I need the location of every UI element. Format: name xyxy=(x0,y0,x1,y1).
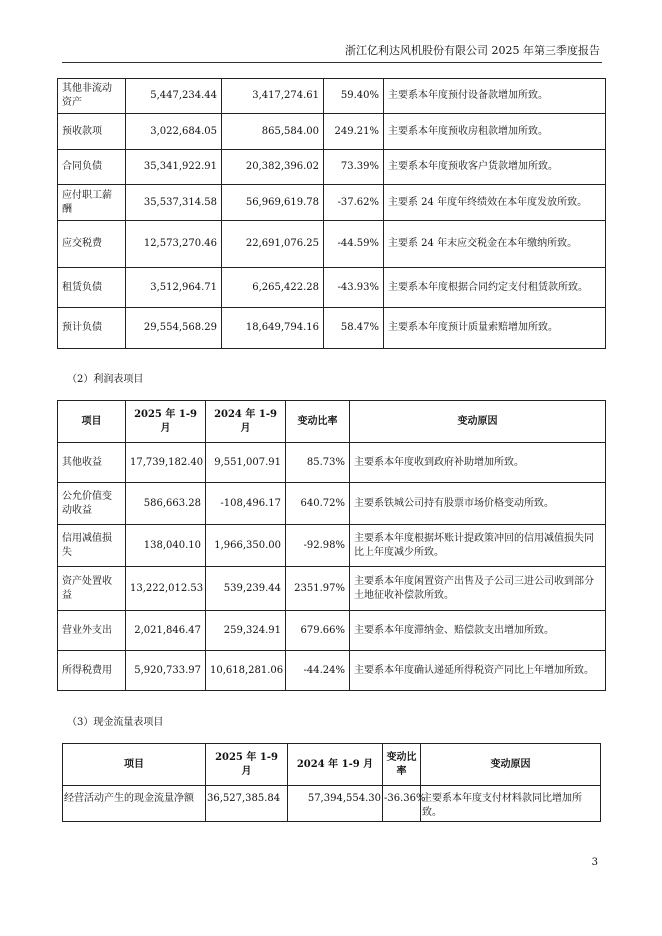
item-cell: 预计负债 xyxy=(58,308,126,349)
item-cell: 资产处置收益 xyxy=(58,567,126,611)
item-cell: 其他收益 xyxy=(58,443,126,483)
rate-cell: 59.40% xyxy=(324,79,384,114)
prior-cell: 9,551,007.91 xyxy=(206,443,286,483)
current-cell: 3,512,964.71 xyxy=(126,268,222,308)
reason-cell: 主要系本年度支付材料款同比增加所致。 xyxy=(421,786,601,822)
reason-cell: 主要系本年度滞纳金、赔偿款支出增加所致。 xyxy=(350,611,606,651)
prior-cell: -108,496.17 xyxy=(206,483,286,525)
prior-cell: 1,966,350.00 xyxy=(206,525,286,567)
item-cell: 租赁负债 xyxy=(58,268,126,308)
current-cell: 586,663.28 xyxy=(126,483,206,525)
current-cell: 2,021,846.47 xyxy=(126,611,206,651)
reason-cell: 主要系本年度预收房租款增加所致。 xyxy=(384,114,606,150)
table-row xyxy=(58,651,606,691)
header-item: 项目 xyxy=(63,744,206,786)
table-row xyxy=(63,786,601,822)
item-cell: 营业外支出 xyxy=(58,611,126,651)
table-row xyxy=(58,79,606,114)
reason-cell: 主要系 24 年度年终绩效在本年度发放所致。 xyxy=(384,185,606,221)
current-cell: 17,739,182.40 xyxy=(126,443,206,483)
prior-cell: 18,649,794.16 xyxy=(222,308,324,349)
rate-cell: -36.36% xyxy=(383,786,421,822)
current-cell: 36,527,385.84 xyxy=(206,786,288,822)
current-cell: 138,040.10 xyxy=(126,525,206,567)
reason-cell: 主要系铁城公司持有股票市场价格变动所致。 xyxy=(350,483,606,525)
table-header-row xyxy=(58,401,606,443)
header-current: 2025 年 1-9 月 xyxy=(126,401,206,443)
income-statement-table xyxy=(57,400,606,691)
item-cell: 经营活动产生的现金流量净额 xyxy=(63,786,206,822)
page-number: 3 xyxy=(591,857,598,868)
current-cell: 29,554,568.29 xyxy=(126,308,222,349)
table-row xyxy=(58,268,606,308)
reason-cell: 主要系本年度确认递延所得税资产同比上年增加所致。 xyxy=(350,651,606,691)
prior-cell: 57,394,554.30 xyxy=(288,786,383,822)
item-cell: 所得税费用 xyxy=(58,651,126,691)
header-rule xyxy=(62,62,602,63)
prior-cell: 6,265,422.28 xyxy=(222,268,324,308)
prior-cell: 20,382,396.02 xyxy=(222,150,324,185)
item-cell: 其他非流动资产 xyxy=(58,79,126,114)
current-cell: 35,341,922.91 xyxy=(126,150,222,185)
table-row xyxy=(58,483,606,525)
page-header: 浙江亿利达风机股份有限公司 2025 年第三季度报告 xyxy=(345,44,600,57)
rate-cell: 249.21% xyxy=(324,114,384,150)
item-cell: 应交税费 xyxy=(58,221,126,268)
header-prior: 2024 年 1-9 月 xyxy=(206,401,286,443)
balance-sheet-table xyxy=(57,78,606,349)
header-reason: 变动原因 xyxy=(350,401,606,443)
rate-cell: 2351.97% xyxy=(286,567,350,611)
table-row xyxy=(58,443,606,483)
table-row xyxy=(58,567,606,611)
prior-cell: 539,239.44 xyxy=(206,567,286,611)
prior-cell: 259,324.91 xyxy=(206,611,286,651)
rate-cell: 73.39% xyxy=(324,150,384,185)
table-row xyxy=(58,525,606,567)
header-reason: 变动原因 xyxy=(421,744,601,786)
rate-cell: 640.72% xyxy=(286,483,350,525)
item-cell: 信用减值损失 xyxy=(58,525,126,567)
reason-cell: 主要系本年度预付设备款增加所致。 xyxy=(384,79,606,114)
rate-cell: -44.59% xyxy=(324,221,384,268)
prior-cell: 3,417,274.61 xyxy=(222,79,324,114)
prior-cell: 865,584.00 xyxy=(222,114,324,150)
prior-cell: 22,691,076.25 xyxy=(222,221,324,268)
header-current: 2025 年 1-9 月 xyxy=(206,744,288,786)
reason-cell: 主要系 24 年末应交税金在本年缴纳所致。 xyxy=(384,221,606,268)
prior-cell: 10,618,281.06 xyxy=(206,651,286,691)
table-row xyxy=(58,114,606,150)
header-rate: 变动比率 xyxy=(286,401,350,443)
rate-cell: -44.24% xyxy=(286,651,350,691)
current-cell: 13,222,012.53 xyxy=(126,567,206,611)
rate-cell: 85.73% xyxy=(286,443,350,483)
current-cell: 5,447,234.44 xyxy=(126,79,222,114)
table-row xyxy=(58,221,606,268)
item-cell: 公允价值变动收益 xyxy=(58,483,126,525)
reason-cell: 主要系本年度闲置资产出售及子公司三进公司收到部分土地征收补偿款所致。 xyxy=(350,567,606,611)
header-rate: 变动比率 xyxy=(383,744,421,786)
rate-cell: 679.66% xyxy=(286,611,350,651)
item-cell: 预收款项 xyxy=(58,114,126,150)
reason-cell: 主要系本年度根据坏账计提政策冲回的信用减值损失同比上年度减少所致。 xyxy=(350,525,606,567)
current-cell: 12,573,270.46 xyxy=(126,221,222,268)
reason-cell: 主要系本年度预计质量索赔增加所致。 xyxy=(384,308,606,349)
item-cell: 合同负债 xyxy=(58,150,126,185)
current-cell: 3,022,684.05 xyxy=(126,114,222,150)
section-title-income: （2）利润表项目 xyxy=(67,374,144,385)
table-row xyxy=(58,308,606,349)
reason-cell: 主要系本年度收到政府补助增加所致。 xyxy=(350,443,606,483)
current-cell: 5,920,733.97 xyxy=(126,651,206,691)
table-row xyxy=(58,185,606,221)
table-row xyxy=(58,611,606,651)
header-prior: 2024 年 1-9 月 xyxy=(288,744,383,786)
rate-cell: -37.62% xyxy=(324,185,384,221)
rate-cell: -92.98% xyxy=(286,525,350,567)
rate-cell: -43.93% xyxy=(324,268,384,308)
table-header-row xyxy=(63,744,601,786)
section-title-cashflow: （3）现金流量表项目 xyxy=(67,717,164,728)
item-cell: 应付职工薪酬 xyxy=(58,185,126,221)
reason-cell: 主要系本年度预收客户货款增加所致。 xyxy=(384,150,606,185)
table-row xyxy=(58,150,606,185)
cash-flow-table xyxy=(62,743,601,822)
header-item: 项目 xyxy=(58,401,126,443)
rate-cell: 58.47% xyxy=(324,308,384,349)
prior-cell: 56,969,619.78 xyxy=(222,185,324,221)
reason-cell: 主要系本年度根据合同约定支付租赁款所致。 xyxy=(384,268,606,308)
current-cell: 35,537,314.58 xyxy=(126,185,222,221)
